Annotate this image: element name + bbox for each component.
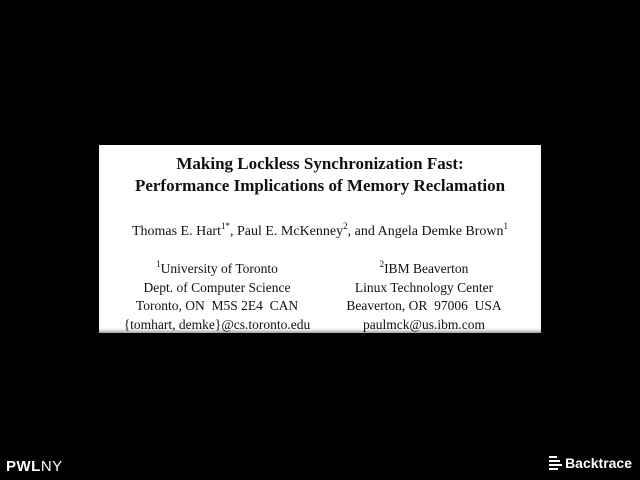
- backtrace-wordmark: Backtrace: [565, 455, 632, 471]
- author-separator: , and: [347, 224, 378, 239]
- affiliation-line: Linux Technology Center: [354, 279, 494, 295]
- affiliation-email: paulmck@us.ibm.com: [363, 316, 485, 332]
- affiliation-email: {tomhart, demke}@cs.toronto.edu: [123, 316, 311, 332]
- paper-title-line-2: Performance Implications of Memory Reclamation: [134, 176, 506, 195]
- author-name: Angela Demke Brown: [377, 224, 504, 239]
- paper-excerpt: [99, 145, 541, 333]
- pwlny-logo: PWLNY: [6, 458, 63, 475]
- paper-title-line-1: Making Lockless Synchronization Fast:: [176, 154, 464, 173]
- author-star: *: [225, 221, 230, 231]
- backtrace-logo: [549, 455, 632, 471]
- affiliation-line: Toronto, ON M5S 2E4 CAN: [135, 298, 299, 313]
- affiliation-mark: 2: [379, 259, 385, 269]
- author-name: Thomas E. Hart: [131, 224, 221, 239]
- affiliation-line: Dept. of Computer Science: [143, 279, 291, 295]
- affiliation-line: Beaverton, OR 97006 USA: [346, 298, 502, 313]
- author-mark: 1: [503, 221, 509, 231]
- affiliation-toronto: [107, 260, 327, 334]
- backtrace-logo-icon: [549, 455, 562, 471]
- affiliation-line: $^2$IBM Beaverton: [379, 259, 469, 276]
- affiliation-ibm: [314, 260, 534, 334]
- author-list: [99, 221, 541, 240]
- author-mark: 2: [343, 221, 348, 231]
- author-separator: ,: [229, 224, 237, 239]
- affiliation-mark: 1: [156, 259, 161, 269]
- author-mark: 1: [220, 221, 226, 231]
- affiliation-line: $^1$University of Toronto: [156, 259, 278, 276]
- author-name: Paul E. McKenney: [236, 224, 344, 239]
